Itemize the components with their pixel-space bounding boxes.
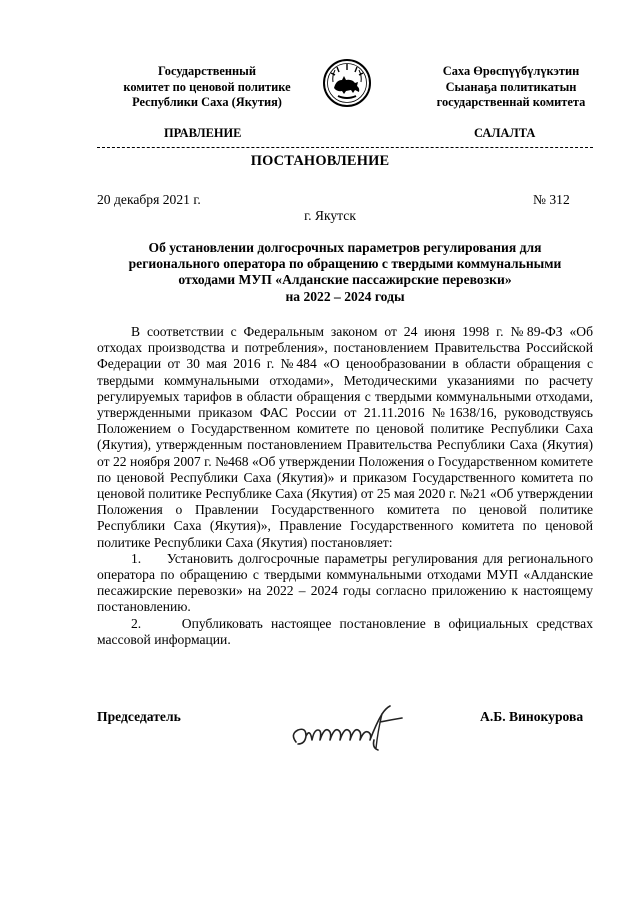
document-city: г. Якутск bbox=[304, 208, 356, 223]
header-left-line: комитет по ценовой политике bbox=[123, 79, 291, 94]
document-date: 20 декабря 2021 г. bbox=[97, 192, 201, 207]
subject-line: на 2022 – 2024 годы bbox=[285, 288, 405, 304]
header-right-org bbox=[406, 64, 616, 111]
subject-line: Об установлении долгосрочных параметров регулирования для bbox=[148, 240, 542, 255]
header-left-line: Республики Саха (Якутия) bbox=[132, 95, 282, 110]
header-right-line: государственнай комитета bbox=[436, 95, 586, 110]
body-paragraph-item-1: 1. Установить долгосрочные параметры регулирования для регионального оператора по обращению с твердыми коммунальными отходами МУП «Алданские песажирские перевозки» на 2022 – 2024 годы согласно приложению к настоящему постановлению. bbox=[97, 550, 593, 615]
body-paragraph-preamble: В соответствии с Федеральным законом от 24 июня 1998 г. №89-ФЗ «Об отходах производства и потребления», постановлением Правительства Российской Федерации от 30 мая 2016 г. №484 «О ценообразовании в области обращения с твердыми коммунальными отходами», Методическими указаниями по расчету регулируемых тарифов в области обращения с твердыми коммунальными отходами, утвержденными приказом ФАС России от 21.11.2016 №1638/16, руководствуясь Положением о Государственном комитете по ценовой политике Республики Саха (Якутия), утвержденным постановлением Правительства Республики Саха (Якутия) от 22 ноября 2007 г. №468 «Об утверждении Положения о Государственном комитете по ценовой Республики Саха (Якутия)» и приказом Государственного комитета по ценовой политике Республике Саха (Якутия) от 25 мая 2020 г. №21 «Об утверждении Положения о Правлении Государственного комитета по ценовой политике Республики Саха (Якутия)», Правление Государственного комитета по ценовой политике Республики Саха (Якутия) постановляет: bbox=[97, 324, 593, 550]
header-right-line: Саха Өрөспүүбүлүкэтин bbox=[442, 64, 580, 78]
document-number: № 312 bbox=[533, 192, 570, 207]
board-label-sah: САЛАЛТА bbox=[474, 126, 536, 140]
document-body bbox=[97, 324, 593, 648]
subject-line: отходами МУП «Алданские пассажирские перевозки» bbox=[178, 272, 512, 288]
header-left-org bbox=[102, 64, 312, 111]
header-divider bbox=[97, 147, 593, 148]
body-paragraph-item-2: 2. Опубликовать настоящее постановление в официальных средствах массовой информации. bbox=[97, 615, 593, 647]
handwritten-signature-icon bbox=[286, 700, 416, 758]
document-subject bbox=[97, 240, 593, 305]
header-right-line: Сыанаҕа политикатын bbox=[445, 79, 577, 94]
signer-title: Председатель bbox=[97, 709, 181, 724]
board-label-ru: ПРАВЛЕНИЕ bbox=[164, 126, 242, 140]
signer-name: А.Б. Винокурова bbox=[480, 709, 584, 724]
republic-emblem-icon bbox=[322, 58, 372, 108]
document-title: ПОСТАНОВЛЕНИЕ bbox=[250, 153, 390, 169]
subject-line: регионального оператора по обращению с твердыми коммунальными bbox=[128, 256, 562, 272]
header-left-line: Государственный bbox=[158, 64, 256, 78]
